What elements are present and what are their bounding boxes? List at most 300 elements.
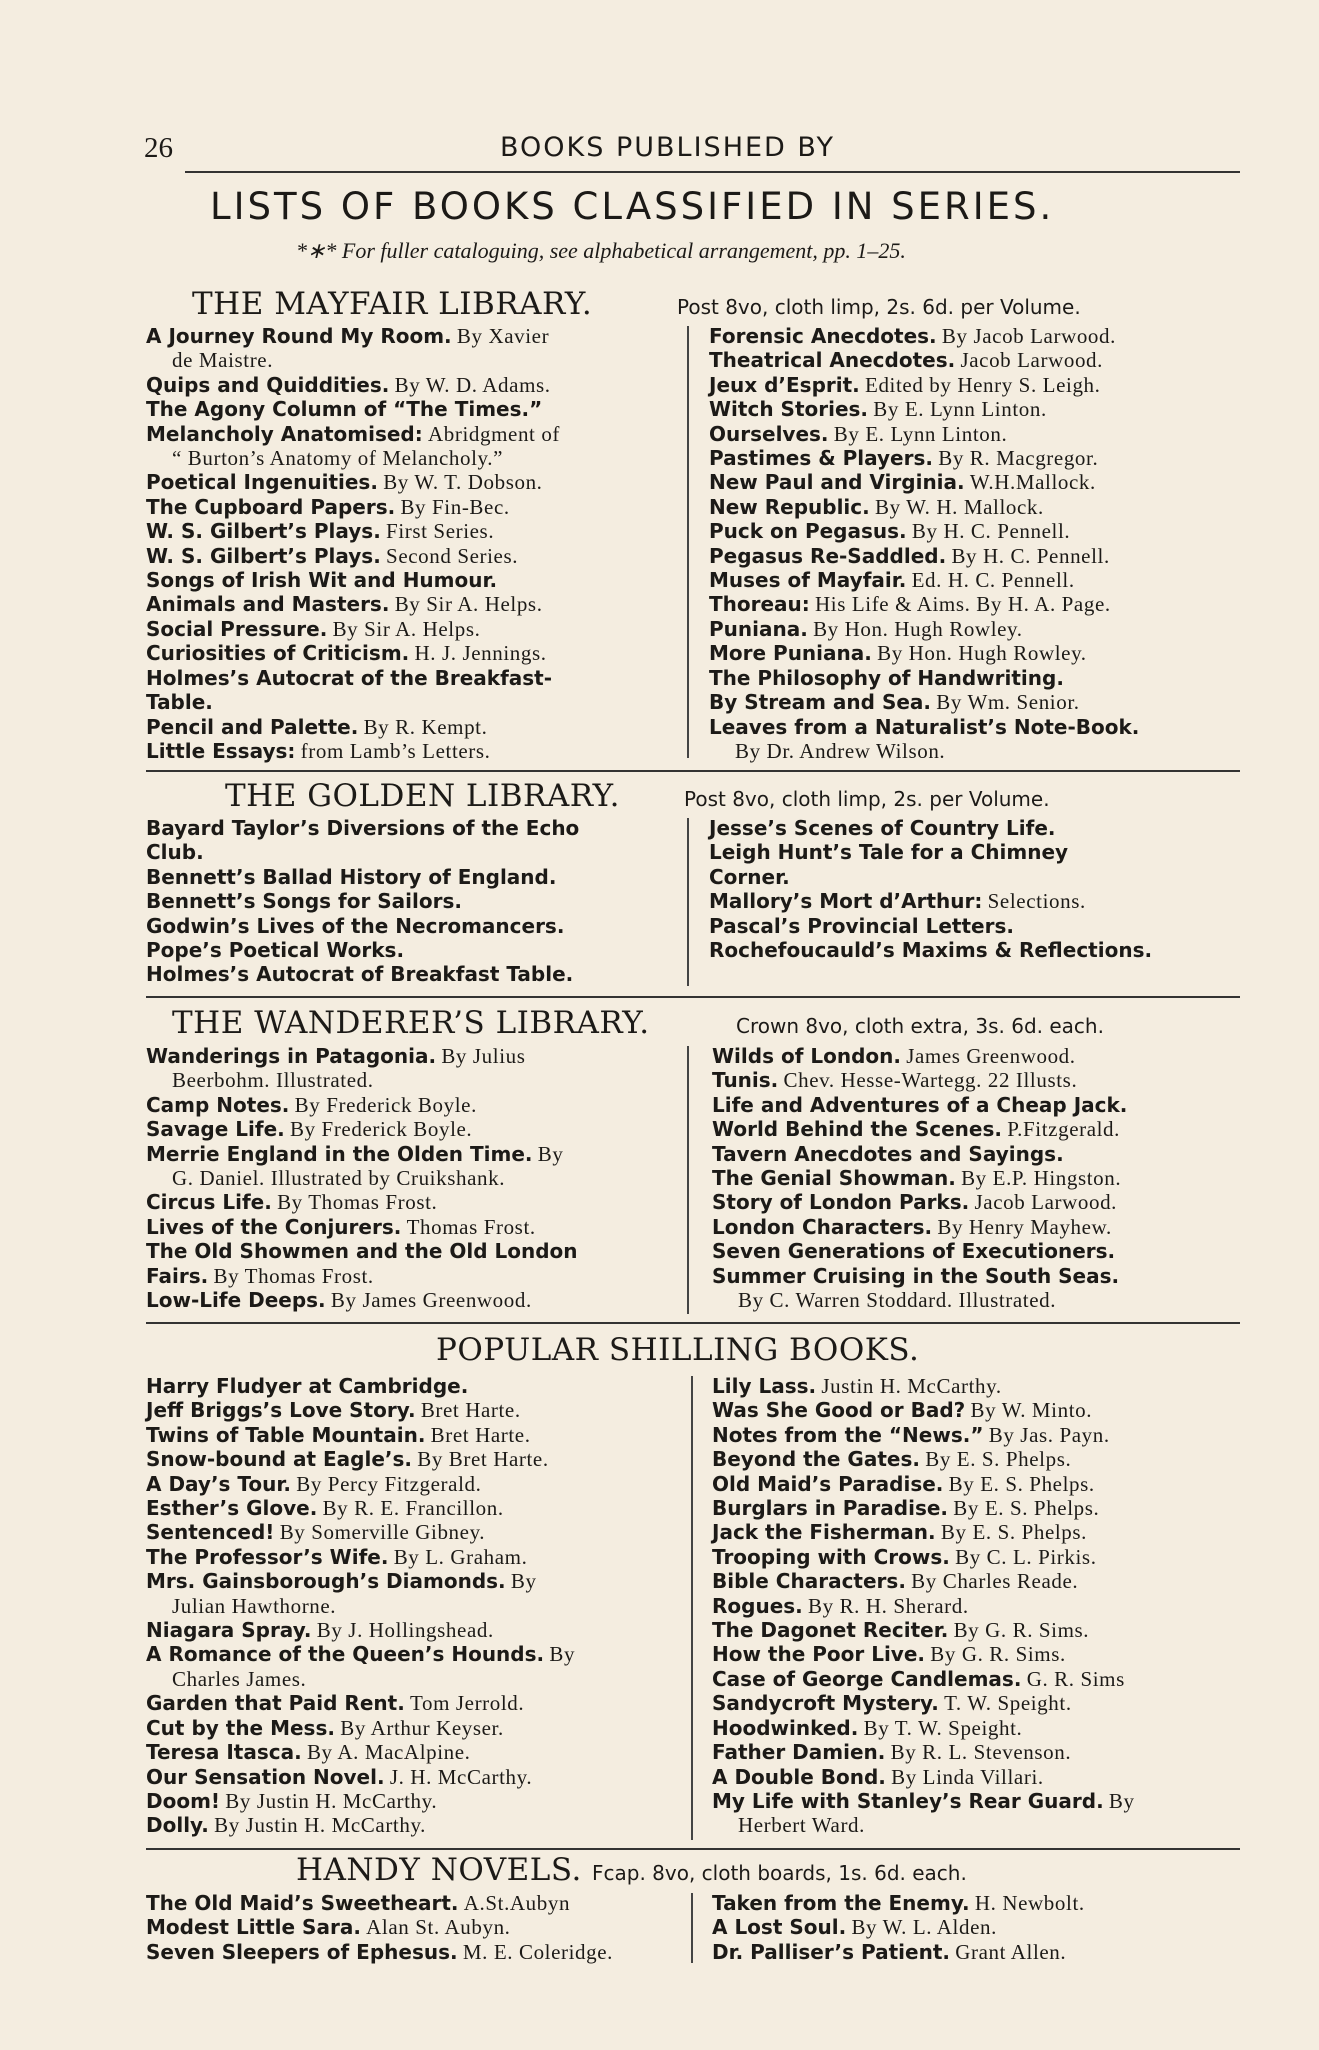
book-entry <box>712 1423 1252 1447</box>
book-entry <box>712 1215 1252 1239</box>
book-author: Ed. H. C. Pennell. <box>911 568 1075 593</box>
book-title: Niagara Spray. <box>146 1618 312 1643</box>
book-entry <box>709 938 1249 962</box>
book-entry <box>146 938 676 962</box>
book-entry <box>712 1569 1252 1593</box>
book-title: Quips and Quiddities. <box>146 372 390 397</box>
book-entry <box>146 1496 676 1520</box>
book-author: By E. Lynn Linton. <box>873 397 1047 422</box>
book-entry <box>709 592 1249 616</box>
book-title: Holmes’s Autocrat of Breakfast Table. <box>146 962 574 987</box>
book-entry <box>146 666 676 690</box>
book-entry <box>146 1215 676 1239</box>
mayfair-heading <box>0 286 1319 326</box>
book-title: Savage Life. <box>146 1117 285 1142</box>
book-title: By Stream and Sea. <box>709 690 932 715</box>
book-entry <box>709 470 1249 494</box>
book-title: A Day’s Tour. <box>146 1471 291 1496</box>
book-title: Bennett’s Songs for Sailors. <box>146 889 462 914</box>
book-author: T. W. Speight. <box>944 1691 1072 1716</box>
book-entry <box>146 1288 676 1312</box>
book-entry <box>146 1789 676 1813</box>
book-entry <box>712 1093 1252 1117</box>
book-author: By Wm. Senior. <box>936 690 1080 715</box>
book-title: How the Poor Live. <box>712 1642 926 1667</box>
book-title: Puck on Pegasus. <box>709 519 907 544</box>
book-author: By W. T. Dobson. <box>383 470 543 495</box>
book-title: More Puniana. <box>709 641 872 666</box>
book-entry <box>146 1068 676 1092</box>
book-title: Little Essays: <box>146 738 296 763</box>
book-entry <box>146 1740 676 1764</box>
book-author: Herbert Ward. <box>738 1813 866 1838</box>
book-entry <box>146 1569 676 1593</box>
book-title: Bayard Taylor’s Diversions of the Echo <box>146 816 580 840</box>
series-name: THE MAYFAIR LIBRARY. <box>192 286 593 322</box>
book-title: Curiosities of Criticism. <box>146 641 410 666</box>
book-entry <box>146 962 676 986</box>
book-entry <box>146 544 676 568</box>
book-entry <box>146 1142 676 1166</box>
section-rule <box>146 996 1240 998</box>
book-title: A Journey Round My Room. <box>146 324 452 348</box>
book-entry <box>146 1545 676 1569</box>
book-author: By C. Warren Stoddard. Illustrated. <box>738 1288 1057 1313</box>
book-title: Low-Life Deeps. <box>146 1288 326 1313</box>
book-author: By Thomas Frost. <box>277 1190 438 1215</box>
book-title: Summer Cruising in the South Seas. <box>712 1263 1120 1288</box>
book-author: “ Burton’s Anatomy of Melancholy.” <box>172 446 504 471</box>
book-author: By Frederick Boyle. <box>294 1092 477 1117</box>
book-entry <box>146 1667 676 1691</box>
book-author: By Arthur Keyser. <box>340 1715 504 1740</box>
running-head-rule <box>185 171 1240 173</box>
book-author: Charles James. <box>172 1666 307 1691</box>
series-name: HANDY NOVELS. <box>296 1852 582 1888</box>
book-title: Theatrical Anecdotes. <box>709 348 956 373</box>
book-entry <box>709 840 1249 864</box>
book-title: Jeff Briggs’s Love Story. <box>146 1398 416 1423</box>
book-title: Wanderings in Patagonia. <box>146 1044 437 1068</box>
book-author: By A. MacAlpine. <box>306 1740 471 1765</box>
book-author: By E. S. Phelps. <box>925 1447 1072 1472</box>
book-title: Seven Sleepers of Ephesus. <box>146 1939 458 1964</box>
book-entry <box>712 1545 1252 1569</box>
book-author: By Jacob Larwood. <box>941 324 1116 348</box>
book-author: P.Fitzgerald. <box>1007 1117 1121 1142</box>
book-entry <box>712 1765 1252 1789</box>
book-title: Modest Little Sara. <box>146 1915 361 1940</box>
golden-right-column <box>709 816 1249 962</box>
book-author: By L. Graham. <box>393 1544 528 1569</box>
book-author: By Frederick Boyle. <box>290 1117 473 1142</box>
book-author: Second Series. <box>386 543 519 568</box>
book-title: Life and Adventures of a Cheap Jack. <box>712 1092 1128 1117</box>
book-entry <box>712 1789 1252 1813</box>
book-entry <box>146 519 676 543</box>
book-title: Dolly. <box>146 1813 209 1838</box>
book-title: Trooping with Crows. <box>712 1544 950 1569</box>
column-divider <box>687 1046 689 1314</box>
shilling-heading <box>0 1332 1319 1372</box>
book-author: By E. S. Phelps. <box>953 1496 1100 1521</box>
book-author: By H. C. Pennell. <box>911 519 1071 544</box>
book-title: Circus Life. <box>146 1190 272 1215</box>
book-title: Pope’s Poetical Works. <box>146 938 405 963</box>
book-author: Abridgment of <box>428 421 561 446</box>
book-entry <box>146 1398 676 1422</box>
book-title: Camp Notes. <box>146 1092 290 1117</box>
book-title: Table. <box>146 690 213 715</box>
book-author: By R. Kempt. <box>363 714 488 739</box>
book-title: The Old Showmen and the Old London <box>146 1239 578 1264</box>
book-title: Doom! <box>146 1788 221 1813</box>
main-title: LISTS OF BOOKS CLASSIFIED IN SERIES. <box>210 185 1055 228</box>
book-author: G. R. Sims <box>1026 1666 1125 1691</box>
book-title: Sentenced! <box>146 1520 275 1545</box>
golden-heading <box>0 778 1319 818</box>
book-author: By E. Lynn Linton. <box>833 421 1008 446</box>
book-entry <box>146 715 676 739</box>
book-title: Social Pressure. <box>146 616 328 641</box>
book-author: By R. Macgregor. <box>938 446 1099 471</box>
book-title: Lily Lass. <box>712 1374 817 1398</box>
book-title: W. S. Gilbert’s Plays. <box>146 519 381 544</box>
book-author: G. Daniel. Illustrated by Cruikshank. <box>172 1166 506 1191</box>
book-entry <box>146 495 676 519</box>
book-title: A Double Bond. <box>712 1764 886 1789</box>
book-entry <box>712 1374 1252 1398</box>
book-title: Animals and Masters. <box>146 592 390 617</box>
book-title: Jeux d’Esprit. <box>709 372 860 397</box>
book-entry <box>709 715 1249 739</box>
book-title: Taken from the Enemy. <box>712 1891 970 1915</box>
book-author: By Bret Harte. <box>417 1447 549 1472</box>
book-title: New Republic. <box>709 494 870 519</box>
book-author: First Series. <box>386 519 495 544</box>
shilling-left-column <box>146 1374 676 1838</box>
book-title: Beyond the Gates. <box>712 1447 920 1472</box>
section-rule <box>146 770 1240 772</box>
book-author: H. Newbolt. <box>974 1891 1085 1915</box>
book-author: A.St.Aubyn <box>463 1891 571 1915</box>
column-divider <box>691 1376 693 1840</box>
book-entry <box>146 1093 676 1117</box>
book-entry <box>146 1423 676 1447</box>
book-author: Tom Jerrold. <box>410 1691 525 1716</box>
book-author: By H. C. Pennell. <box>951 543 1110 568</box>
book-entry <box>712 1667 1252 1691</box>
book-entry <box>709 889 1249 913</box>
book-author: Chev. Hesse-Wartegg. 22 Illusts. <box>783 1068 1078 1093</box>
book-title: Bible Characters. <box>712 1569 906 1594</box>
book-author: By W. L. Alden. <box>851 1915 997 1940</box>
book-entry <box>146 1716 676 1740</box>
book-author: By W. D. Adams. <box>394 372 551 397</box>
wanderer-heading <box>0 1005 1319 1045</box>
book-title: Jack the Fisherman. <box>712 1520 936 1545</box>
book-title: The Old Maid’s Sweetheart. <box>146 1891 459 1915</box>
book-entry <box>712 1740 1252 1764</box>
book-title: Jesse’s Scenes of Country Life. <box>709 816 1056 840</box>
book-entry <box>709 666 1249 690</box>
book-title: W. S. Gilbert’s Plays. <box>146 543 381 568</box>
book-title: Pascal’s Provincial Letters. <box>709 913 1014 938</box>
book-title: Poetical Ingenuities. <box>146 470 378 495</box>
book-entry <box>146 1239 676 1263</box>
wanderer-left-column <box>146 1044 676 1312</box>
book-title: Muses of Mayfair. <box>709 568 907 593</box>
book-title: Father Damien. <box>712 1740 886 1765</box>
book-title: Songs of Irish Wit and Humour. <box>146 568 498 593</box>
book-author: By R. H. Sherard. <box>808 1593 969 1618</box>
book-title: Pegasus Re-Saddled. <box>709 543 947 568</box>
book-title: Mallory’s Mort d’Arthur: <box>709 889 983 914</box>
book-entry <box>712 1891 1252 1915</box>
section-rule <box>146 1848 1240 1850</box>
wanderer-right-column <box>712 1044 1252 1312</box>
book-author: By Linda Villari. <box>891 1764 1044 1789</box>
book-entry <box>146 470 676 494</box>
book-entry <box>146 1044 676 1068</box>
book-author: Julian Hawthorne. <box>172 1593 337 1618</box>
book-entry <box>712 1618 1252 1642</box>
book-entry <box>712 1447 1252 1471</box>
book-author: James Greenwood. <box>906 1044 1076 1068</box>
book-title: Leaves from a Naturalist’s Note-Book. <box>709 714 1140 739</box>
book-author: By J. Hollingshead. <box>316 1618 494 1643</box>
book-entry <box>712 1472 1252 1496</box>
book-title: The Cupboard Papers. <box>146 494 396 519</box>
book-author: By G. R. Sims. <box>953 1618 1090 1643</box>
book-entry <box>712 1594 1252 1618</box>
column-divider <box>687 818 689 986</box>
book-title: Seven Generations of Executioners. <box>712 1239 1116 1264</box>
book-author: By R. L. Stevenson. <box>890 1740 1072 1765</box>
book-entry <box>712 1044 1252 1068</box>
book-title: The Agony Column of “The Times.” <box>146 397 543 422</box>
book-author: Alan St. Aubyn. <box>366 1915 511 1940</box>
book-title: The Philosophy of Handwriting. <box>709 665 1064 690</box>
book-entry <box>146 568 676 592</box>
book-author: By E.P. Hingston. <box>961 1166 1122 1191</box>
handy-left-column <box>146 1891 686 1964</box>
cataloguing-note: *∗* For fuller cataloguing, see alphabetical arrangement, pp. 1–25. <box>296 238 906 263</box>
book-entry <box>712 1915 1252 1939</box>
book-author: By Hon. Hugh Rowley. <box>813 616 1023 641</box>
book-entry <box>146 840 676 864</box>
book-title: London Characters. <box>712 1214 933 1239</box>
book-author: By E. S. Phelps. <box>940 1520 1088 1545</box>
book-author: Beerbohm. Illustrated. <box>172 1068 374 1093</box>
section-rule <box>146 1322 1240 1324</box>
book-entry <box>146 1915 686 1939</box>
book-author: Bret Harte. <box>420 1398 521 1423</box>
book-title: New Paul and Virginia. <box>709 470 965 495</box>
book-entry <box>146 1374 676 1398</box>
book-author: By E. S. Phelps. <box>948 1471 1095 1496</box>
book-title: Tavern Anecdotes and Sayings. <box>712 1141 1064 1166</box>
book-title: The Professor’s Wife. <box>146 1544 389 1569</box>
book-title: Ourselves. <box>709 421 829 446</box>
book-title: Tunis. <box>712 1068 779 1093</box>
book-entry <box>146 1691 676 1715</box>
book-author: J. H. McCarthy. <box>389 1764 533 1789</box>
book-author: de Maistre. <box>172 348 274 373</box>
book-entry <box>146 1264 676 1288</box>
book-entry <box>712 1398 1252 1422</box>
handy-heading <box>0 1852 1319 1892</box>
book-title: Melancholy Anatomised: <box>146 421 423 446</box>
mayfair-right-column <box>709 324 1249 763</box>
book-title: Bennett’s Ballad History of England. <box>146 864 557 889</box>
book-author: By <box>1108 1788 1135 1813</box>
book-entry <box>709 816 1249 840</box>
book-title: Forensic Anecdotes. <box>709 324 937 348</box>
book-title: Pencil and Palette. <box>146 714 359 739</box>
book-entry <box>709 865 1249 889</box>
book-entry <box>146 592 676 616</box>
book-author: By Justin H. McCarthy. <box>214 1813 427 1838</box>
book-entry <box>146 1618 676 1642</box>
book-entry <box>709 348 1249 372</box>
book-author: By Julius <box>441 1044 526 1068</box>
book-entry <box>146 690 676 714</box>
book-entry <box>709 690 1249 714</box>
book-author: M. E. Coleridge. <box>462 1939 614 1964</box>
book-title: Esther’s Glove. <box>146 1496 318 1521</box>
book-title: Corner. <box>709 864 790 889</box>
book-title: Lives of the Conjurers. <box>146 1214 402 1239</box>
book-entry <box>146 1520 676 1544</box>
book-entry <box>712 1142 1252 1166</box>
column-divider <box>691 1893 693 1963</box>
book-entry <box>146 1117 676 1141</box>
book-entry <box>146 1190 676 1214</box>
book-author: By Dr. Andrew Wilson. <box>735 738 946 763</box>
book-entry <box>709 422 1249 446</box>
series-description: Post 8vo, cloth limp, 2s. per Volume. <box>684 787 1050 811</box>
book-entry <box>709 914 1249 938</box>
book-title: Mrs. Gainsborough’s Diamonds. <box>146 1569 506 1594</box>
book-entry <box>709 739 1249 763</box>
book-author: Selections. <box>987 889 1086 914</box>
book-entry <box>709 373 1249 397</box>
book-entry <box>146 1813 676 1837</box>
book-entry <box>712 1520 1252 1544</box>
book-entry <box>709 568 1249 592</box>
book-entry <box>146 1642 676 1666</box>
book-entry <box>146 324 676 348</box>
handy-right-column <box>712 1891 1252 1964</box>
running-title: BOOKS PUBLISHED BY <box>500 132 835 163</box>
book-title: Merrie England in the Olden Time. <box>146 1141 533 1166</box>
book-entry <box>146 816 676 840</box>
book-title: Notes from the “News.” <box>712 1422 984 1447</box>
book-entry <box>709 617 1249 641</box>
book-entry <box>709 641 1249 665</box>
book-entry <box>146 1166 676 1190</box>
book-title: Pastimes & Players. <box>709 446 933 471</box>
shilling-right-column <box>712 1374 1252 1838</box>
book-title: Story of London Parks. <box>712 1190 970 1215</box>
series-description: Crown 8vo, cloth extra, 3s. 6d. each. <box>736 1014 1104 1038</box>
running-head <box>140 128 1240 168</box>
book-entry <box>712 1716 1252 1740</box>
book-title: A Lost Soul. <box>712 1915 847 1940</box>
book-author: His Life & Aims. By H. A. Page. <box>815 592 1111 617</box>
book-entry <box>146 373 676 397</box>
book-title: The Genial Showman. <box>712 1166 956 1191</box>
book-title: Club. <box>146 840 204 865</box>
book-entry <box>146 914 676 938</box>
series-name: THE GOLDEN LIBRARY. <box>225 778 620 814</box>
book-entry <box>709 519 1249 543</box>
book-title: Dr. Palliser’s Patient. <box>712 1939 950 1964</box>
book-entry <box>146 1472 676 1496</box>
page-number: 26 <box>144 132 173 164</box>
book-title: Teresa Itasca. <box>146 1740 302 1765</box>
book-author: By <box>510 1569 537 1594</box>
book-entry <box>146 1447 676 1471</box>
book-entry <box>712 1190 1252 1214</box>
book-entry <box>709 544 1249 568</box>
book-author: Bret Harte. <box>430 1422 531 1447</box>
book-entry <box>709 495 1249 519</box>
book-author: W.H.Mallock. <box>969 470 1096 495</box>
book-entry <box>712 1496 1252 1520</box>
book-author: Edited by Henry S. Leigh. <box>865 372 1101 397</box>
golden-left-column <box>146 816 676 987</box>
book-title: Wilds of London. <box>712 1044 901 1068</box>
book-author: By Sir A. Helps. <box>332 616 481 641</box>
book-entry <box>709 397 1249 421</box>
book-author: from Lamb’s Letters. <box>300 738 491 763</box>
book-title: Thoreau: <box>709 592 810 617</box>
book-entry <box>146 617 676 641</box>
book-author: Jacob Larwood. <box>960 348 1103 373</box>
book-entry <box>146 348 676 372</box>
book-author: By Jas. Payn. <box>988 1422 1110 1447</box>
book-author: By C. L. Pirkis. <box>955 1544 1097 1569</box>
book-title: Puniana. <box>709 616 808 641</box>
book-title: Our Sensation Novel. <box>146 1764 385 1789</box>
book-entry <box>712 1264 1252 1288</box>
book-entry <box>709 324 1249 348</box>
book-author: By <box>537 1141 564 1166</box>
book-entry <box>146 641 676 665</box>
book-title: Sandycroft Mystery. <box>712 1691 939 1716</box>
book-author: Justin H. McCarthy. <box>821 1374 1002 1398</box>
mayfair-left-column <box>146 324 676 763</box>
column-divider <box>687 326 689 758</box>
book-author: By Charles Reade. <box>911 1569 1079 1594</box>
book-author: By R. E. Francillon. <box>322 1496 504 1521</box>
book-title: My Life with Stanley’s Rear Guard. <box>712 1788 1104 1813</box>
book-author: By W. Minto. <box>970 1398 1093 1423</box>
book-entry <box>146 865 676 889</box>
book-entry <box>709 446 1249 470</box>
book-title: Harry Fludyer at Cambridge. <box>146 1374 469 1398</box>
book-author: By Somerville Gibney. <box>279 1520 486 1545</box>
series-description: Post 8vo, cloth limp, 2s. 6d. per Volume. <box>677 295 1081 319</box>
book-entry <box>146 1765 676 1789</box>
book-entry <box>712 1117 1252 1141</box>
book-author: By James Greenwood. <box>330 1288 532 1313</box>
book-title: Cut by the Mess. <box>146 1715 335 1740</box>
book-title: Twins of Table Mountain. <box>146 1422 426 1447</box>
book-entry <box>146 1940 686 1964</box>
